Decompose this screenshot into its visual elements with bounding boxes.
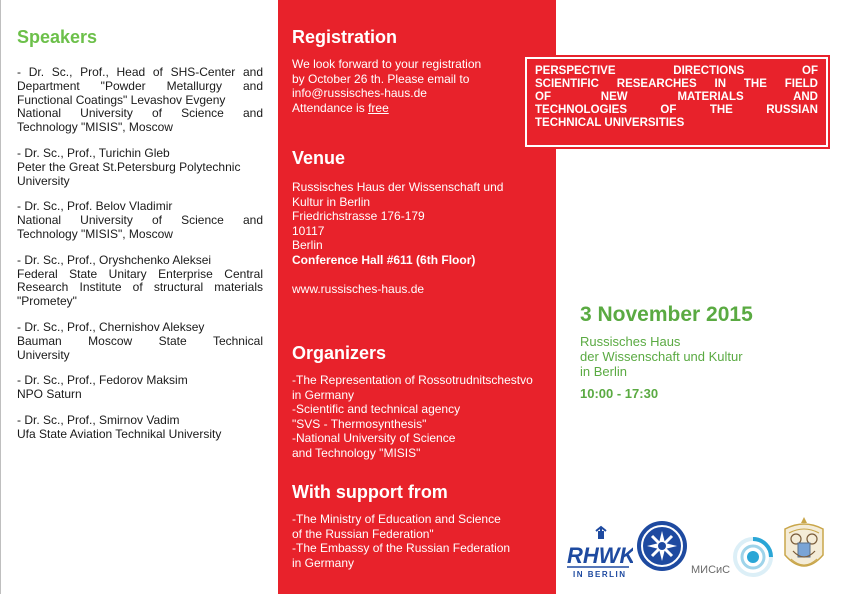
- speaker-line: - Dr. Sc., Prof., Fedorov Maksim: [17, 373, 188, 388]
- misis-logo-icon: [691, 535, 773, 584]
- speakers-list: [17, 66, 263, 454]
- speaker-line: - Dr. Sc., Prof., Oryshchenko Aleksei: [17, 252, 212, 267]
- conference-hall: Conference Hall #611 (6th Floor): [292, 252, 476, 267]
- speaker-line: Technology "MISIS", Moscow: [17, 120, 173, 135]
- speaker-line: Department "Powder Metallurgy and: [17, 78, 263, 93]
- rhwk-subtitle: IN BERLIN: [573, 570, 627, 579]
- attendance-free: free: [368, 100, 389, 115]
- speaker-line: Peter the Great St.Petersburg Polytechnic: [17, 159, 241, 174]
- speaker-item: [17, 254, 263, 309]
- info-panel: [278, 0, 556, 594]
- speaker-item: [17, 200, 263, 241]
- event-title-line: TECHNICAL UNIVERSITIES: [535, 117, 685, 129]
- speaker-line: Functional Coatings" Levashov Evgeny: [17, 92, 226, 107]
- speakers-panel: [0, 0, 278, 594]
- organizer-line: -Scientific and technical agency: [292, 402, 461, 416]
- speaker-line: - Dr. Sc., Prof. Belov Vladimir: [17, 199, 173, 214]
- rhwk-wordmark: RHWK: [567, 543, 633, 568]
- registration-line: by October 26 th. Please email to: [292, 71, 470, 86]
- logo-strip: [565, 515, 835, 585]
- speakers-title: Speakers: [17, 27, 98, 47]
- registration-line: We look forward to your registration: [292, 57, 482, 71]
- speaker-line: Bauman Moscow State Technical: [17, 333, 263, 348]
- rhwk-logo-icon: [565, 525, 633, 586]
- speaker-line: "Prometey": [17, 294, 77, 309]
- event-title-line: SCIENTIFIC RESEARCHES IN THE FIELD: [535, 78, 818, 90]
- rossotrudnichestvo-logo-icon: [635, 519, 689, 578]
- speaker-line: Ufa State Aviation Technikal University: [17, 426, 222, 441]
- organizers-text: [292, 373, 542, 460]
- speaker-item: [17, 147, 263, 188]
- speaker-item: [17, 374, 263, 402]
- venue-line: Russisches Haus der Wissenschaft und: [292, 180, 504, 194]
- support-line: -The Embassy of the Russian Federation: [292, 541, 511, 555]
- support-section: [292, 482, 542, 570]
- support-text: [292, 512, 542, 570]
- registration-section: [292, 27, 542, 115]
- event-title-line: TECHNOLOGIES OF THE RUSSIAN: [535, 104, 818, 116]
- support-title: With support from: [292, 482, 448, 502]
- speaker-item: [17, 414, 263, 442]
- event-title: [535, 65, 818, 130]
- speaker-line: - Dr. Sc., Prof., Turichin Gleb: [17, 145, 170, 160]
- organizer-line: -The Representation of Rossotrudnitschestvo: [292, 373, 533, 387]
- event-title-box: [525, 57, 828, 147]
- speaker-item: [17, 321, 263, 362]
- venue-text: [292, 180, 542, 297]
- speaker-line: University: [17, 347, 70, 362]
- venue-section: [292, 148, 542, 297]
- venue-line: Kultur in Berlin: [292, 194, 371, 209]
- event-venue-line: in Berlin: [580, 364, 627, 379]
- event-venue: [580, 334, 800, 379]
- registration-email[interactable]: info@russisches-haus.de: [292, 86, 427, 100]
- event-venue-line: der Wissenschaft und Kultur: [580, 349, 743, 364]
- support-line: in Germany: [292, 555, 355, 570]
- speaker-item: [17, 66, 263, 135]
- event-title-line: OF NEW MATERIALS AND: [535, 91, 818, 103]
- speaker-line: - Dr. Sc., Prof., Head of SHS-Center and: [17, 65, 263, 79]
- support-line: of the Russian Federation": [292, 526, 434, 541]
- organizer-line: and Technology "MISIS": [292, 445, 421, 460]
- support-line: -The Ministry of Education and Science: [292, 512, 501, 526]
- event-time: 10:00 - 17:30: [580, 386, 659, 401]
- organizers-section: [292, 343, 542, 460]
- event-venue-line: Russisches Haus: [580, 334, 681, 349]
- event-title-line: PERSPECTIVE DIRECTIONS OF: [535, 65, 818, 77]
- speaker-line: University: [17, 173, 70, 188]
- organizer-line: "SVS - Thermosynthesis": [292, 416, 427, 431]
- organizers-title: Organizers: [292, 343, 387, 363]
- speaker-line: Federal State Unitary Enterprise Central: [17, 266, 263, 281]
- venue-title: Venue: [292, 148, 346, 168]
- attendance-prefix: Attendance is: [292, 100, 369, 115]
- attendance-line: [292, 101, 542, 116]
- venue-website[interactable]: www.russisches-haus.de: [292, 282, 425, 296]
- coat-of-arms-icon: [779, 515, 829, 584]
- registration-text: [292, 57, 542, 115]
- speaker-line: - Dr. Sc., Prof., Chernishov Aleksey: [17, 319, 205, 334]
- speaker-line: Research Institute of structural materials: [17, 280, 263, 295]
- organizer-line: in Germany: [292, 387, 355, 402]
- venue-line: Friedrichstrasse 176-179: [292, 209, 425, 223]
- event-date: 3 November 2015: [580, 303, 753, 326]
- misis-wordmark: МИСиС: [691, 564, 731, 576]
- organizer-line: -National University of Science: [292, 431, 456, 445]
- speaker-line: - Dr. Sc., Prof., Smirnov Vadim: [17, 412, 180, 427]
- speaker-line: National University of Science and: [17, 213, 263, 228]
- venue-line: 10117: [292, 223, 325, 238]
- speaker-line: NPO Saturn: [17, 387, 82, 402]
- registration-title: Registration: [292, 27, 398, 47]
- venue-line: Berlin: [292, 238, 323, 252]
- speaker-line: Technology "MISIS", Moscow: [17, 226, 173, 241]
- speaker-line: National University of Science and: [17, 106, 263, 121]
